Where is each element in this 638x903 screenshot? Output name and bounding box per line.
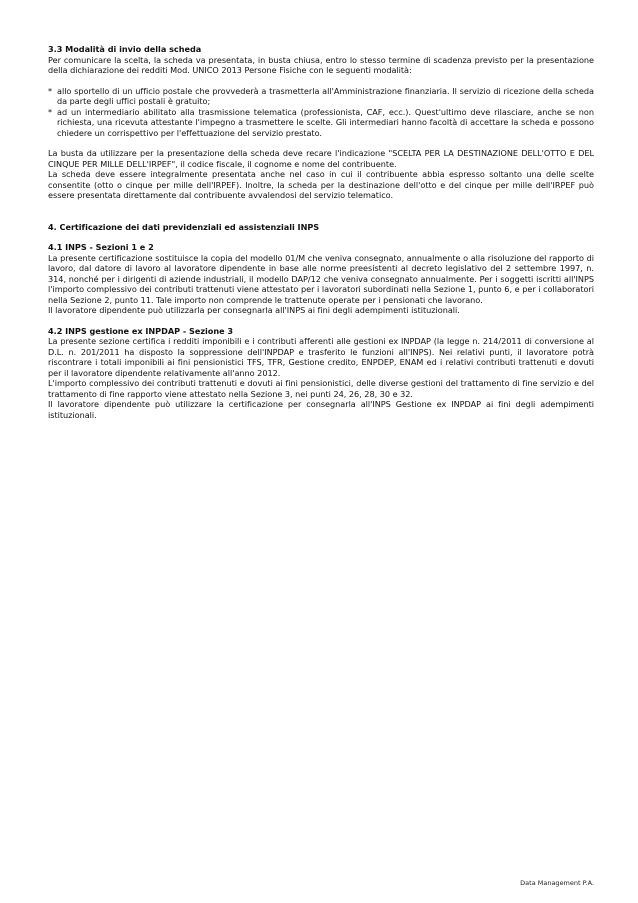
list-item <box>48 107 594 139</box>
section-spacer <box>48 232 594 242</box>
section-4-title: 4. Certificazione dei dati previdenziali ed assistenziali INPS <box>48 221 320 232</box>
envelope-paragraph: La busta da utilizzare per la presentazione della scheda deve recare l'indicazione "SCELTA PER LA DESTINAZIONE DELL'OTTO E DEL CINQUE PER MILLE DELL'IRPEF", il codice fiscale, il cognome e nome del contribuente. <box>48 148 594 169</box>
submission-paragraph: La scheda deve essere integralmente presentata anche nel caso in cui il contribuente abbia espresso soltanto una delle scelte consentite (otto o cinque per mille dell'IRPEF). Inoltre, la scheda per la destinazione dell'otto e del cinque per mille dell'IRPEF può essere presentata direttamente dal contribuente avvalendosi del servizio telematico. <box>48 169 594 200</box>
page-footer: Data Management P.A. <box>520 879 594 887</box>
section-4-1-paragraph: Il lavoratore dipendente può utilizzarla per consegnarla all'INPS ai fini degli adempimenti istituzionali. <box>48 305 460 315</box>
section-4-1-title: 4.1 INPS - Sezioni 1 e 2 <box>48 242 154 252</box>
list-item <box>48 86 594 107</box>
list-item-text: ad un intermediario abilitato alla trasmissione telematica (professionista, CAF, ecc.). Quest'ultimo deve rilasciare, anche se non richiesta, una ricevuta attestante l'impegno a trasmettere le scelte. Gli intermediari hanno facoltà di accettare la scheda e possono chiedere un corrispettivo per l'effettuazione del servizio prestato. <box>57 106 594 138</box>
delivery-methods-list <box>48 86 594 139</box>
document-body <box>48 44 594 420</box>
section-spacer <box>48 316 594 326</box>
section-4-1-paragraph: La presente certificazione sostituisce la copia del modello 01/M che veniva consegnato, annualmente o alla risoluzione del rapporto di lavoro, dal datore di lavoro al lavoratore dipendente in base alle norme preesistenti al decreto legislativo del 2 settembre 1997, n. 314, nonché per i dirigenti di aziende industriali, il modello DAP/12 che veniva consegnato annualmente. Per i soggetti iscritti all'INPS l'importo complessivo dei contributi trattenuti viene attestato per i lavoratori subordinati nella Sezione 1, punto 6, e per i collaboratori nella Sezione 2, punto 11. Tale importo non comprende le trattenute operate per i pensionati che lavorano. <box>48 252 594 305</box>
list-bullet: * <box>48 85 53 96</box>
list-item-text: allo sportello di un ufficio postale che provvederà a trasmetterla all'Amministrazione finanziaria. Il servizio di ricezione della scheda da parte degli uffici postali è gratuito; <box>57 85 594 106</box>
section-3-3-title: 3.3 Modalità di invio della scheda <box>48 44 202 54</box>
section-4-2-paragraph: L'importo complessivo dei contributi trattenuti e dovuti ai fini pensionistici, delle diverse gestioni del trattamento di fine servizio e del trattamento di fine rapporto viene attestato nella Sezione 3, nei punti 24, 26, 28, 30 e 32. <box>48 378 594 399</box>
section-4-2-paragraph: Il lavoratore dipendente può utilizzare la certificazione per consegnarla all'INPS Gestione ex INPDAP ai fini degli adempimenti istituzionali. <box>48 399 594 420</box>
list-bullet: * <box>48 106 53 117</box>
section-3-3-intro: Per comunicare la scelta, la scheda va presentata, in busta chiusa, entro lo stesso termine di scadenza previsto per la presentazione della dichiarazione dei redditi Mod. UNICO 2013 Persone Fisiche con le seguenti modalità: <box>48 54 594 75</box>
section-spacer <box>48 201 594 222</box>
section-4-2-paragraph: La presente sezione certifica i redditi imponibili e i contributi afferenti alle gestioni ex INPDAP (la legge n. 214/2011 di conversione al D.L. n. 201/2011 ha disposto la soppressione dell'INPDAP e trasferito le funzioni all'INPS). Nei relativi punti, il lavoratore potrà riscontrare i totali imponibili ai fini pensionistici TFS, TFR, Gestione credito, ENPDEP, ENAM ed i relativi contributi trattenuti e dovuti per il lavoratore dipendente relativamente all'anno 2012. <box>48 336 594 378</box>
section-4-2-title: 4.2 INPS gestione ex INPDAP - Sezione 3 <box>48 325 234 336</box>
